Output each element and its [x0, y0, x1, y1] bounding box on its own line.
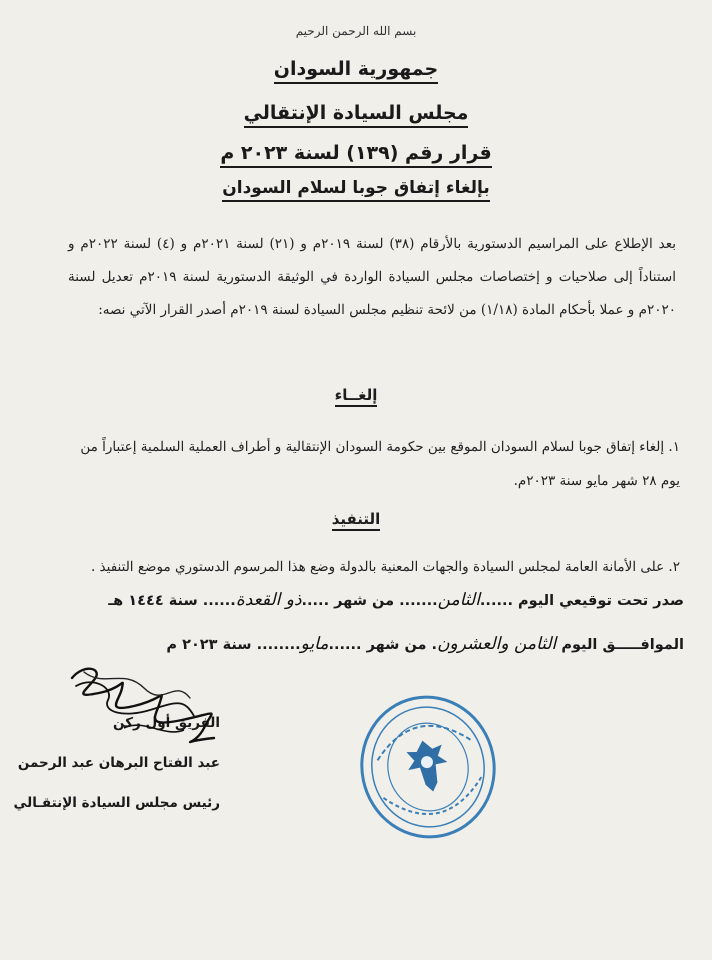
basmala: بسم الله الرحمن الرحيم — [295, 24, 417, 38]
handwritten-day: الثامن — [437, 590, 480, 610]
handwritten-month: ذو القعدة — [235, 590, 302, 610]
preamble-paragraph: بعد الإطلاع على المراسيم الدستورية بالأرقام (٣٨) لسنة ٢٠١٩م و (٢١) لسنة ٢٠٢١م و (٤) لسنة ٢٠٢٢م و استناداً إلى صلاحيات و إختصاصات مجلس السيادة الواردة في الوثيقة الدستورية لسنة ٢٠١٩م تعديل لسنة ٢٠٢٠م و عملا بأحكام المادة (١/١٨) من لائحة تنظيم مجلس السيادة لسنة ٢٠١٩م أصدر القرار الآتي نصه: — [68, 236, 676, 318]
handwritten-day: الثامن والعشرون — [437, 634, 557, 654]
signer-name: عبد الفتاح البرهان عبد الرحمن — [17, 755, 220, 771]
country-heading: جمهورية السودان — [0, 58, 712, 80]
signer-title: رئيس مجلس السيادة الإنتقـالي — [13, 795, 220, 811]
handwritten-signature — [64, 658, 224, 748]
item-1: ١. إلغاء إتفاق جوبا لسلام السودان الموقع بين حكومة السودان الإنتقالية و أطراف العملية السلمية إعتباراً من يوم ٢٨ شهر مايو سنة ٢٠٢٣م. — [80, 439, 680, 489]
eagle-emblem-icon — [403, 736, 453, 795]
issue-date-gregorian: الموافـــــق اليوم الثامن والعشرون. من شهر ......مايو........ سنة ٢٠٢٣ م — [166, 634, 684, 654]
decree-number: قرار رقم (١٣٩) لسنة ٢٠٢٣ م — [0, 142, 712, 164]
handwritten-month: مايو — [300, 634, 329, 654]
cancellation-title: إلغــاء — [0, 386, 712, 404]
issue-date-hijri: صدر تحت توقيعي اليوم ......الثامن....... من شهر .....ذو القعدة...... سنة ١٤٤٤ هـ — [108, 590, 684, 610]
official-seal — [342, 679, 514, 856]
signer-rank: الفريق أول ركن — [113, 715, 220, 731]
decree-subject: بإلغاء إتفاق جوبا لسلام السودان — [0, 178, 712, 198]
item-2: ٢. على الأمانة العامة لمجلس السيادة والجهات المعنية بالدولة وضع هذا المرسوم الدستوري موضع التنفيذ . — [90, 559, 680, 575]
execution-title: التنفيذ — [0, 510, 712, 528]
council-heading: مجلس السيادة الإنتقالي — [0, 102, 712, 124]
